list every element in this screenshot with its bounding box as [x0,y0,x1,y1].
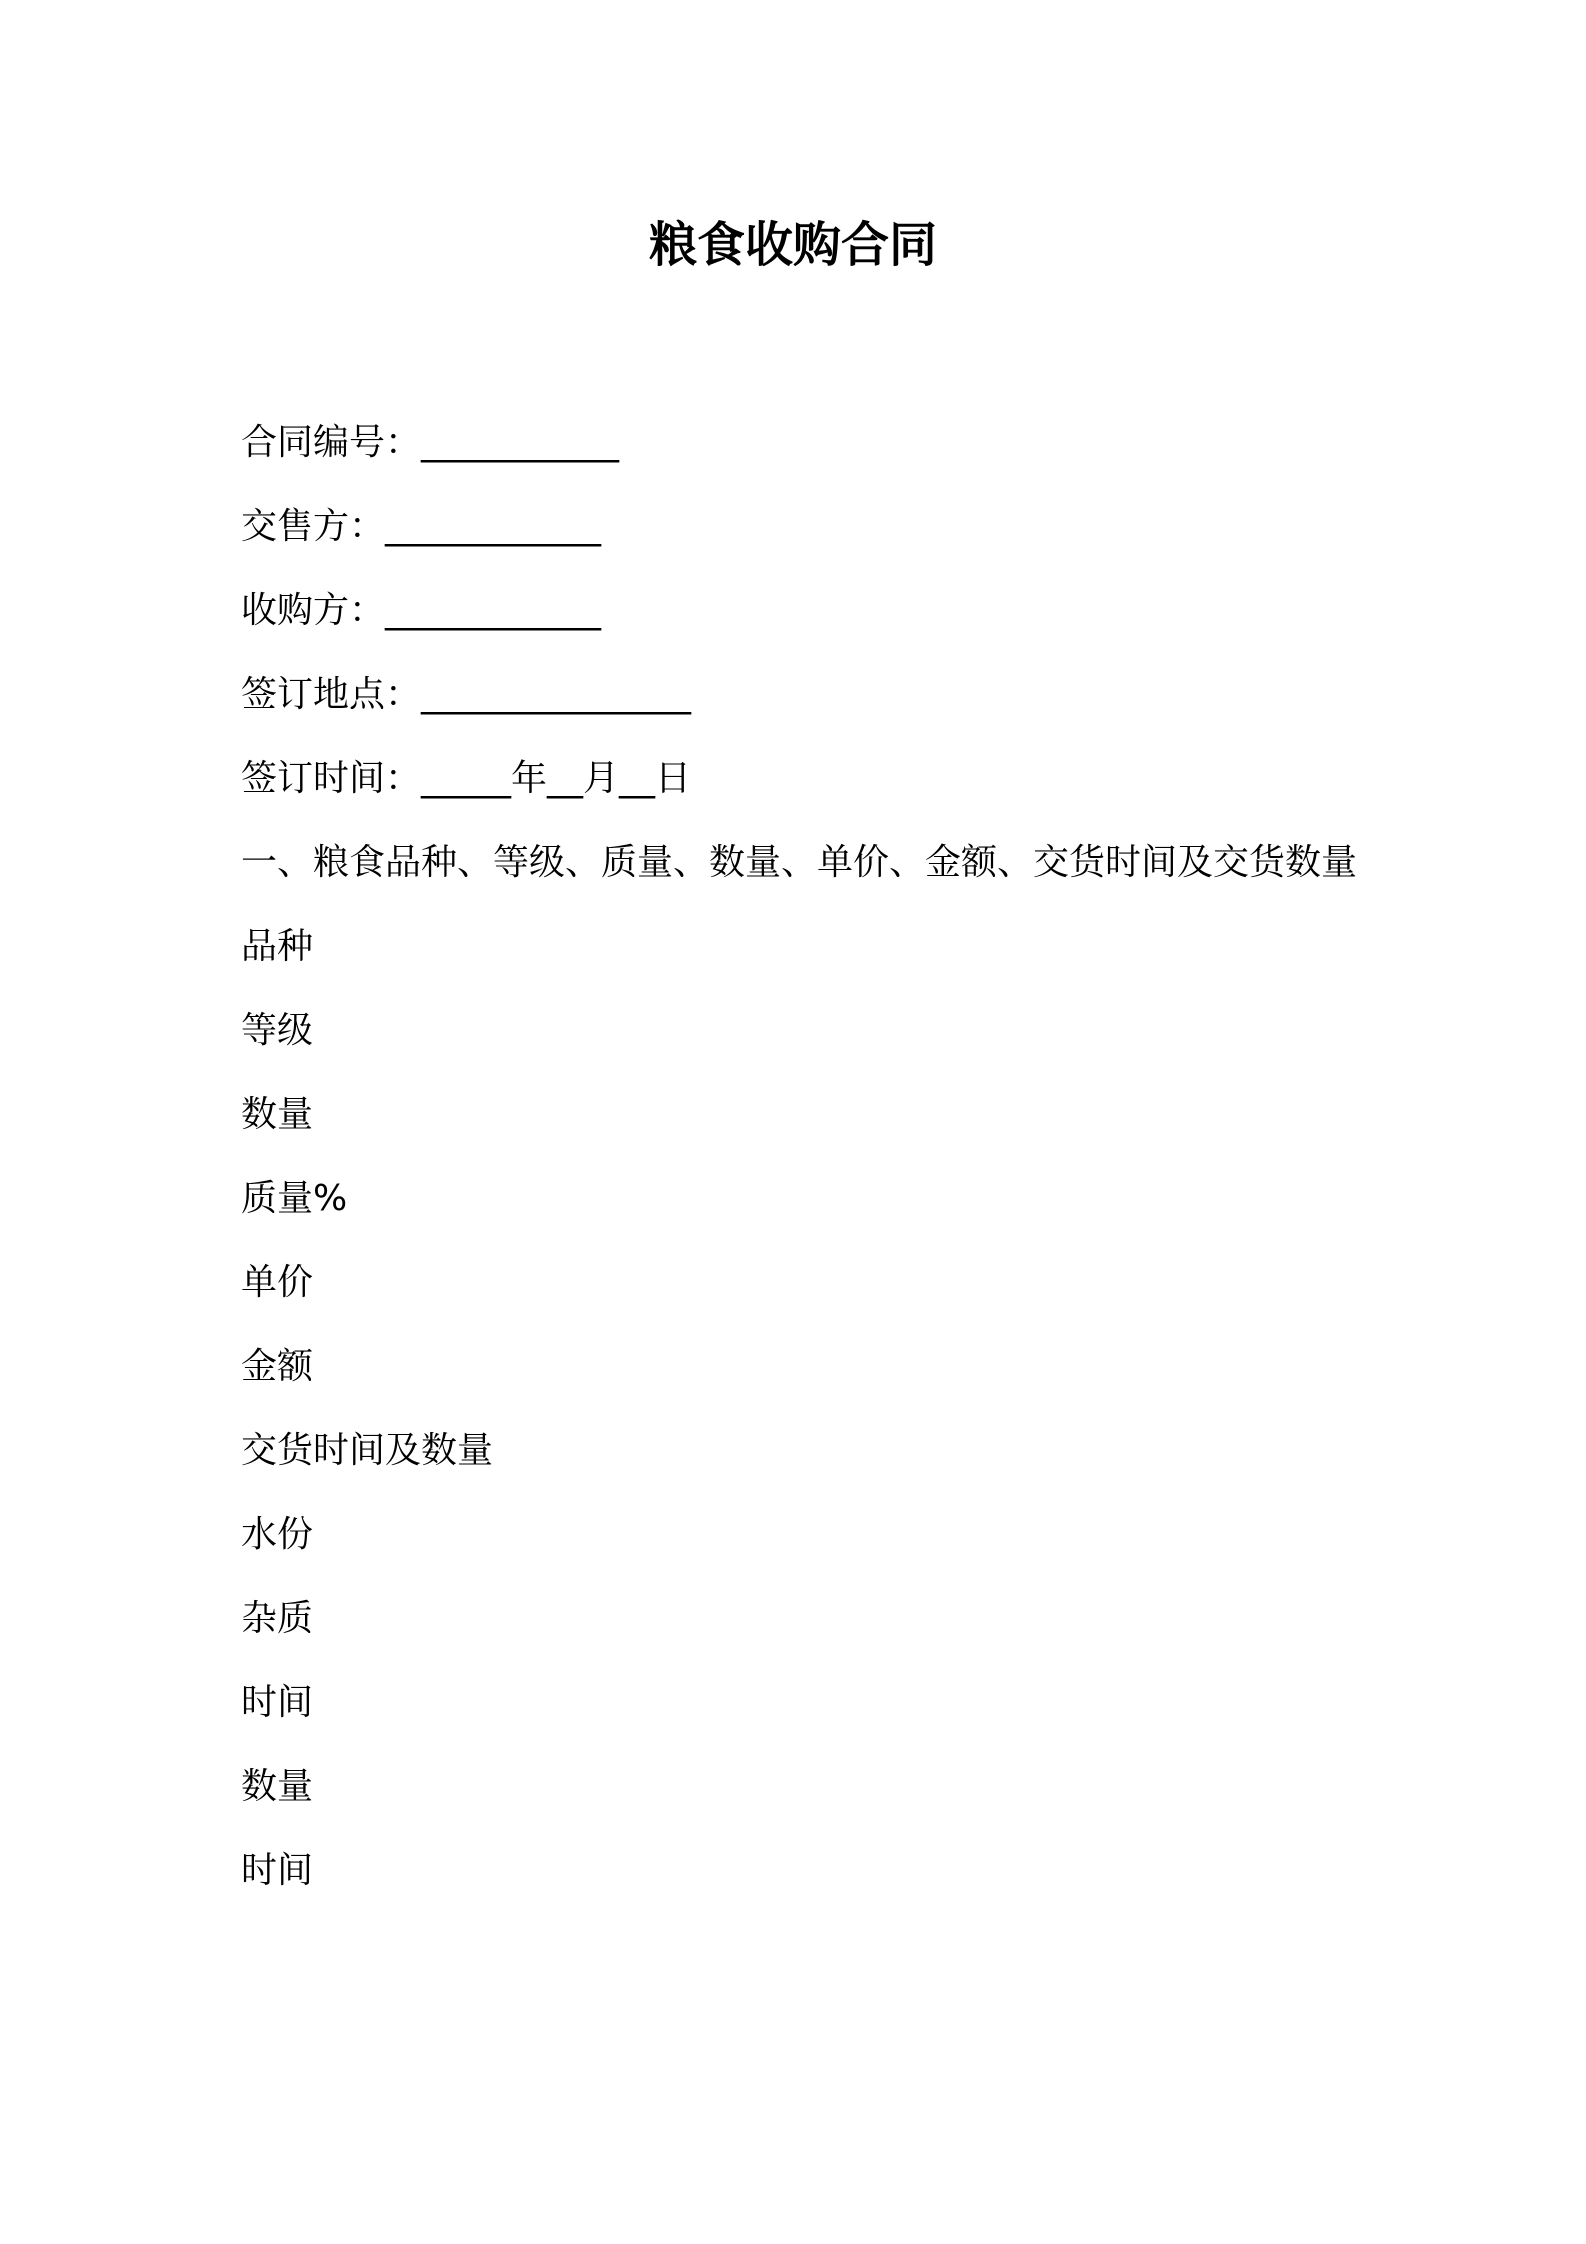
item-quantity: 数量 [241,1094,314,1135]
item-time-2: 时间 [241,1850,314,1891]
section-1-heading: 一、粮食品种、等级、质量、数量、单价、金额、交货时间及交货数量 [241,842,1358,883]
contract-number-field: 合同编号：___________ [241,422,620,463]
item-variety: 品种 [241,926,314,967]
item-unit-price: 单价 [241,1262,314,1303]
item-quantity-2: 数量 [241,1766,314,1807]
document-body [241,401,1381,1913]
item-quality: 质量% [241,1178,348,1219]
item-moisture: 水份 [241,1514,314,1555]
signing-location-field: 签订地点：_______________ [241,674,692,715]
document-title: 粮食收购合同 [648,217,937,273]
item-impurity: 杂质 [241,1598,314,1639]
item-delivery-time-quantity: 交货时间及数量 [241,1430,494,1471]
buyer-field: 收购方：____________ [241,590,602,631]
item-amount: 金额 [241,1346,314,1387]
item-time: 时间 [241,1682,314,1723]
seller-field: 交售方：____________ [241,506,602,547]
signing-date-field: 签订时间：_____年__月__日 [241,758,692,799]
item-grade: 等级 [241,1010,314,1051]
